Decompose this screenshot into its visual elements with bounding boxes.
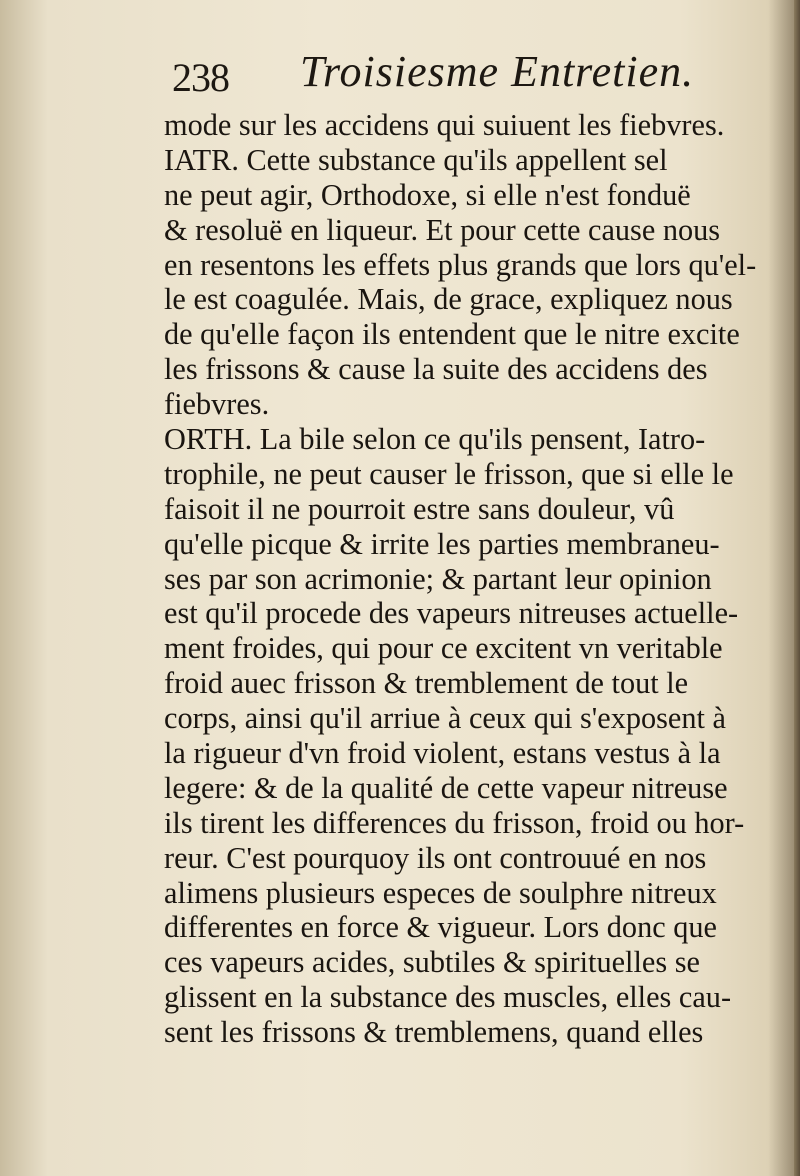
text-line: en resentons les effets plus grands que lors qu'el- [164, 247, 757, 282]
text-line: faisoit il ne pourroit estre sans douleur, vû [164, 491, 675, 526]
text-line: froid auec frisson & tremblement de tout le [164, 666, 689, 701]
body-text [164, 108, 764, 1050]
text-line: trophile, ne peut causer le frisson, que si elle le [164, 456, 734, 491]
text-line: ne peut agir, Orthodoxe, si elle n'est fonduë [164, 177, 691, 212]
text-line: reur. C'est pourquoy ils ont controuué en nos [164, 840, 707, 875]
running-title: Troisiesme Entretien. [300, 47, 695, 96]
text-line: ORTH. La bile selon ce qu'ils pensent, Iatro- [164, 422, 706, 457]
page-header [172, 40, 752, 106]
text-line: sent les frissons & tremblemens, quand elles [164, 1015, 704, 1050]
text-line: de qu'elle façon ils entendent que le nitre excite [164, 317, 740, 352]
page-edge-shadow [794, 0, 800, 1176]
text-line: ces vapeurs acides, subtiles & spirituelles se [164, 945, 700, 980]
text-line: ils tirent les differences du frisson, froid ou hor- [164, 805, 745, 840]
text-line: qu'elle picque & irrite les parties membraneu- [164, 526, 720, 561]
text-line: la rigueur d'vn froid violent, estans vestus à la [164, 736, 721, 771]
text-line: fiebvres. [164, 387, 270, 422]
text-line: & resoluë en liqueur. Et pour cette cause nous [164, 212, 721, 247]
text-line: IATR. Cette substance qu'ils appellent sel [164, 142, 668, 177]
text-line: corps, ainsi qu'il arriue à ceux qui s'exposent à [164, 701, 726, 736]
text-line: les frissons & cause la suite des accidens des [164, 352, 708, 387]
text-line: ses par son acrimonie; & partant leur opinion [164, 561, 712, 596]
page-number: 238 [172, 55, 229, 100]
text-line: differentes en force & vigueur. Lors donc que [164, 910, 717, 945]
text-line: legere: & de la qualité de cette vapeur nitreuse [164, 770, 728, 805]
text-line: mode sur les accidens qui suiuent les fiebvres. [164, 108, 725, 142]
text-line: le est coagulée. Mais, de grace, expliquez nous [164, 282, 733, 317]
text-line: glissent en la substance des muscles, elles cau- [164, 980, 732, 1015]
text-line: alimens plusieurs especes de soulphre nitreux [164, 875, 717, 910]
text-line: ment froides, qui pour ce excitent vn veritable [164, 631, 723, 666]
text-line: est qu'il procede des vapeurs nitreuses actuelle- [164, 596, 739, 631]
